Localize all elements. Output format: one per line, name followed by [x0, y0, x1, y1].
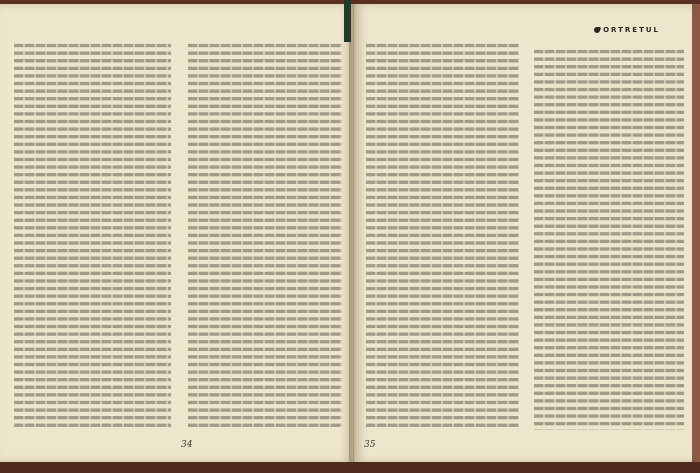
- text-column: [14, 42, 171, 430]
- text-column: [188, 42, 342, 430]
- right-page: [354, 4, 692, 462]
- page-number: 35: [364, 440, 376, 450]
- book-cover-bottom: [0, 462, 700, 473]
- running-head: PORTRETUL: [595, 26, 660, 34]
- text-column: [366, 42, 519, 430]
- spine-shadow: [349, 4, 357, 462]
- text-column: [534, 48, 684, 430]
- left-page: [0, 4, 354, 462]
- book-cover-edge: [692, 4, 700, 462]
- page-number: 34: [181, 440, 193, 450]
